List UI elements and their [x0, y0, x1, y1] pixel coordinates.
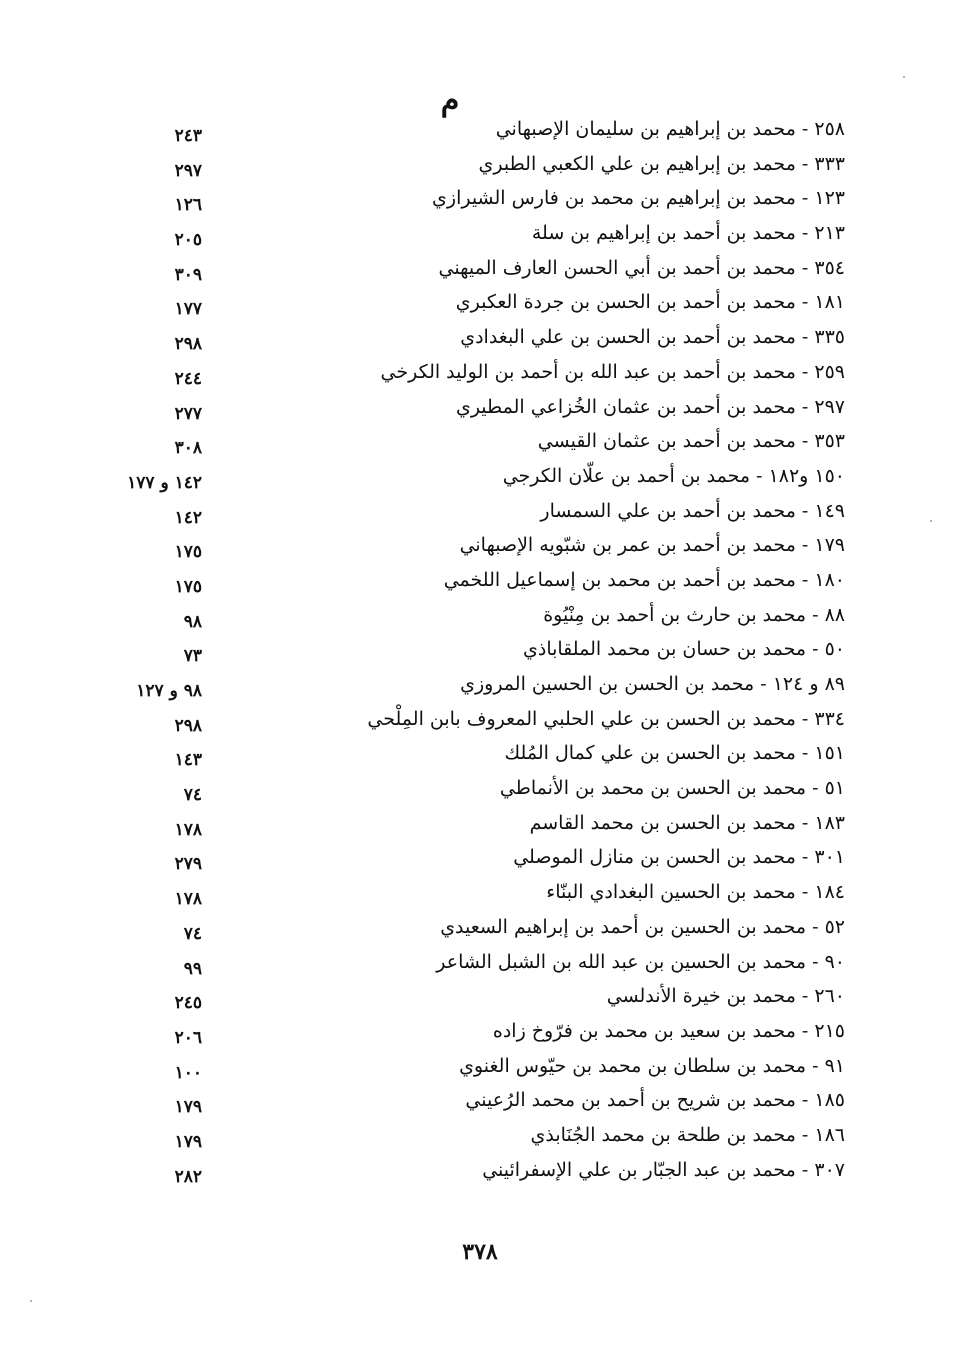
index-entry — [0, 1083, 955, 1118]
index-entry — [0, 355, 955, 390]
index-entry — [0, 702, 955, 737]
entry-page-reference: ٣٠٨ — [174, 438, 202, 459]
entry-name: ٢١٥ - محمد بن سعيد بن محمد بن فرّوخ زاده — [492, 1019, 845, 1042]
index-entry — [0, 424, 955, 459]
entry-name: ١٢٣ - محمد بن إبراهيم بن محمد بن فارس الشيرازي — [432, 187, 845, 210]
entry-name: ٣٥٣ - محمد بن أحمد بن عثمان القيسي — [537, 430, 845, 453]
entry-name: ٥٢ - محمد بن الحسين بن أحمد بن إبراهيم السعيدي — [440, 915, 845, 938]
entry-page-reference: ٩٩ — [183, 958, 202, 979]
index-entry — [0, 216, 955, 251]
index-entry — [0, 459, 955, 494]
entry-name: ٥١ - محمد بن الحسن بن محمد بن الأنماطي — [499, 777, 845, 800]
entry-page-reference: ٧٤ — [183, 785, 202, 806]
entry-name: ٨٩ و ١٢٤ - محمد بن الحسن بن الحسين المروزي — [460, 673, 845, 695]
index-entry — [0, 1049, 955, 1084]
entry-name: ١٥١ - محمد بن الحسن بن علي كمال المُلك — [504, 742, 845, 765]
index-entry — [0, 251, 955, 286]
entry-page-reference: ١٧٧ — [174, 299, 202, 320]
entry-name: ١٤٩ - محمد بن أحمد بن علي السمسار — [540, 499, 845, 522]
section-letter: م — [440, 83, 460, 118]
entry-page-reference: ٢٩٨ — [174, 715, 202, 736]
index-entry — [0, 979, 955, 1014]
index-entry — [0, 1153, 955, 1188]
index-entry — [0, 910, 955, 945]
index-entry — [0, 667, 955, 702]
entry-page-reference: ١٧٥ — [174, 576, 202, 597]
entry-name: ١٨١ - محمد بن أحمد بن الحسن بن جردة العكبري — [455, 291, 845, 314]
entry-page-reference: ١٤٢ — [174, 507, 202, 528]
index-entry — [0, 147, 955, 182]
entry-name: ١٥٠ و١٨٢ - محمد بن أحمد بن علّان الكرجي — [502, 464, 845, 487]
entry-name: ٣٣٥ - محمد بن أحمد بن الحسن بن علي البغدادي — [460, 326, 845, 349]
index-entry — [0, 390, 955, 425]
entry-page-reference: ٢٠٦ — [174, 1027, 202, 1048]
index-entry — [0, 840, 955, 875]
index-entry — [0, 563, 955, 598]
entry-name: ٢١٣ - محمد بن أحمد بن إبراهيم بن سلة — [531, 222, 845, 245]
index-entries — [0, 112, 955, 1187]
entry-page-reference: ١٧٩ — [174, 1131, 202, 1152]
entry-name: ٩١ - محمد بن سلطان بن محمد بن حيّوس الغنوي — [459, 1054, 845, 1077]
entry-page-reference: ١٤٣ — [174, 750, 202, 771]
index-entry — [0, 494, 955, 529]
index-entry — [0, 1118, 955, 1153]
entry-page-reference: ١٧٨ — [174, 889, 202, 910]
entry-name: ٣٣٤ - محمد بن الحسن بن علي الحلبي المعروف بابن المِلْحي — [367, 707, 845, 730]
index-entry — [0, 632, 955, 667]
index-entry — [0, 598, 955, 633]
entry-page-reference: ٣٠٩ — [174, 264, 202, 285]
entry-name: ٢٦٠ - محمد بن خيرة الأندلسي — [606, 985, 845, 1008]
index-entry — [0, 806, 955, 841]
entry-page-reference: ٧٣ — [183, 646, 202, 667]
scan-speck — [903, 76, 905, 78]
entry-name: ١٨٤ - محمد بن الحسين البغدادي البنّاء — [546, 881, 845, 904]
entry-name: ٩٠ - محمد بن الحسين بن عبد الله بن الشبل الشاعر — [436, 950, 845, 973]
entry-name: ١٨٥ - محمد بن شريح بن أحمد بن محمد الرُعيني — [465, 1089, 845, 1112]
entry-page-reference: ١٧٩ — [174, 1097, 202, 1118]
entry-page-reference: ٢٧٧ — [174, 403, 202, 424]
entry-name: ١٨٠ - محمد بن أحمد بن محمد بن إسماعيل اللخمي — [443, 568, 845, 591]
index-entry — [0, 875, 955, 910]
entry-name: ٣٥٤ - محمد بن أحمد بن أبي الحسن العارف الميهني — [438, 256, 845, 279]
entry-page-reference: ٧٤ — [183, 923, 202, 944]
entry-name: ١٨٦ - محمد بن طلحة بن محمد الجُنَابذي — [530, 1123, 845, 1146]
entry-page-reference: ٢٤٣ — [174, 126, 202, 146]
index-entry — [0, 181, 955, 216]
entry-page-reference: ٢٨٢ — [174, 1166, 202, 1187]
entry-page-reference: ١٤٢ و ١٧٧ — [127, 472, 202, 493]
entry-name: ٢٥٩ - محمد بن أحمد بن عبد الله بن أحمد بن الوليد الكرخي — [380, 360, 845, 383]
entry-page-reference: ١٠٠ — [174, 1062, 202, 1083]
index-entry — [0, 285, 955, 320]
entry-page-reference: ٢٠٥ — [174, 230, 202, 251]
page-number: ٣٧٨ — [462, 1239, 498, 1265]
entry-name: ٥٠ - محمد بن حسان بن محمد الملقاباذي — [522, 638, 845, 661]
entry-name: ٢٩٧ - محمد بن أحمد بن عثمان الخُزاعي المطيري — [455, 395, 845, 418]
index-entry — [0, 736, 955, 771]
entry-name: ٢٥٨ - محمد بن إبراهيم بن سليمان الإصبهاني — [495, 118, 845, 140]
entry-page-reference: ٩٨ — [183, 611, 202, 632]
entry-page-reference: ٢٩٨ — [174, 334, 202, 355]
entry-name: ١٧٩ - محمد بن أحمد بن عمر بن شبّويه الإصبهاني — [459, 534, 845, 557]
index-entry — [0, 1014, 955, 1049]
entry-name: ١٨٣ - محمد بن الحسن بن محمد القاسم — [529, 811, 845, 834]
index-entry — [0, 771, 955, 806]
index-entry — [0, 320, 955, 355]
scan-speck — [30, 1300, 32, 1302]
entry-name: ٣٠٧ - محمد بن عبد الجبّار بن علي الإسفرائيني — [482, 1158, 845, 1181]
entry-page-reference: ١٧٥ — [174, 542, 202, 563]
entry-page-reference: ٩٨ و ١٢٧ — [136, 681, 202, 701]
entry-name: ٨٨ - محمد بن حارث بن أحمد بن مِنْيُوة — [543, 603, 845, 626]
scan-speck — [930, 520, 932, 522]
entry-page-reference: ١٧٨ — [174, 819, 202, 840]
entry-page-reference: ٢٤٥ — [174, 993, 202, 1014]
index-entry — [0, 112, 955, 147]
entry-page-reference: ٢٩٧ — [174, 160, 202, 181]
index-entry — [0, 945, 955, 980]
entry-page-reference: ١٢٦ — [174, 195, 202, 216]
entry-page-reference: ٢٧٩ — [174, 854, 202, 875]
entry-page-reference: ٢٤٤ — [174, 368, 202, 389]
entry-name: ٣٣٣ - محمد بن إبراهيم بن علي الكعبي الطبري — [478, 152, 845, 175]
entry-name: ٣٠١ - محمد بن الحسن بن منازل الموصلي — [513, 846, 845, 869]
index-entry — [0, 528, 955, 563]
